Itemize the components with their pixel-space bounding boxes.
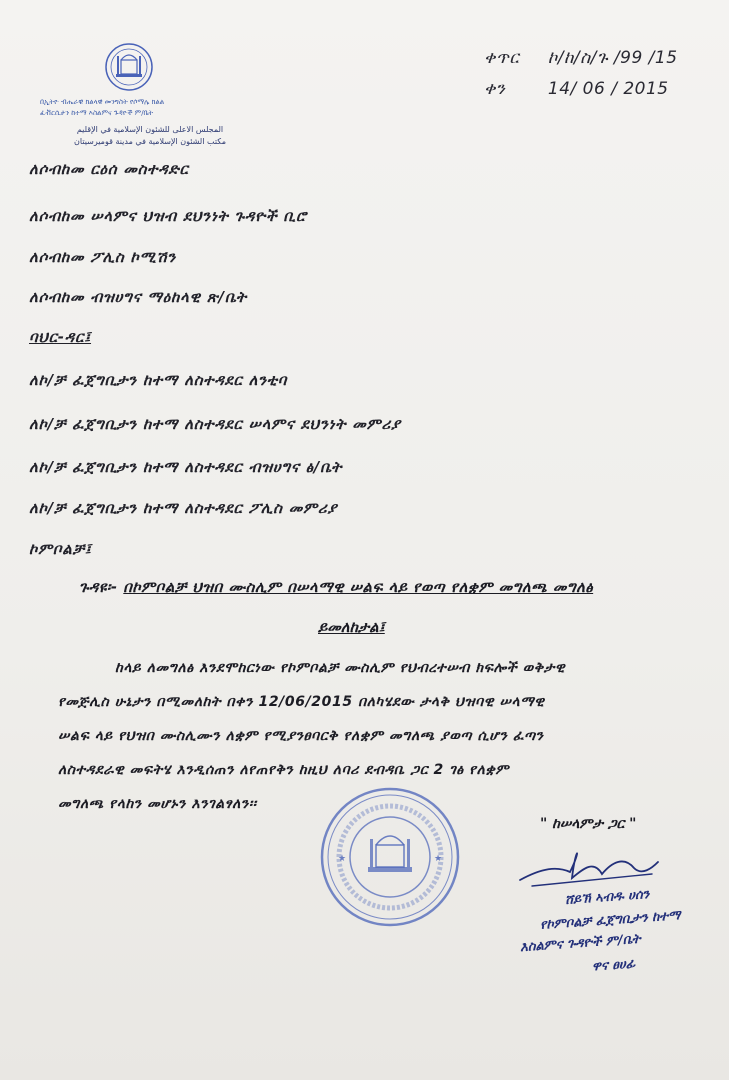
signatory-office: የኮምቦልቻ ፈጀግቢታን ከተማ <box>539 908 682 933</box>
recipient-line: ለኮ/ቻ ፈጀግቢታን ከተማ ለስተዳደር ለንቲባ <box>29 371 288 389</box>
subject-text: በኮምቦልቻ ህዝበ ሙስሊም በሠላማዊ ሠልፍ ላይ የወጣ የለቋም መግለጫ መግለፅ <box>123 578 594 596</box>
date-label: ቀን <box>484 79 506 99</box>
date-value: 14/ 06 / 2015 <box>547 79 669 99</box>
signatory-name: ሸይኽ ኣብዱ ሀሰን <box>564 887 650 908</box>
subject-line <box>79 578 593 596</box>
body-paragraph-line: ለስተዳደራዊ መፍትሄ እንዲሰጠን ለየጠየቅን ከዚህ ለባሪ ደብዳቤ ጋር 2 ገፅ የለቋም <box>58 762 510 778</box>
reference-number <box>484 48 678 68</box>
letterhead-arabic-line1: المجلس الأعلى للشئون الإسلامية في الإقليم <box>76 126 224 134</box>
body-paragraph-line: ከላይ ለመግለፅ እንደሞከርነው የኮምቦልቻ ሙስሊም የህብረተሠብ ክፍሎች ወቅታዊ <box>115 660 566 676</box>
reference-label: ቀጥር <box>484 48 520 68</box>
svg-text:★: ★ <box>338 854 347 864</box>
subject-continuation: ይመለከታል፤ <box>318 618 385 636</box>
recipient-line: ለሶብከመ ሠላምና ህዝብ ደህንነት ጉዳዮች ቢሮ <box>29 207 307 225</box>
recipient-line: ለሶብከመ ርዕሰ መስተዳድር <box>29 160 189 178</box>
recipient-city: ባህር-ዳር፤ <box>29 328 92 346</box>
council-logo-icon <box>104 42 154 92</box>
svg-text:★: ★ <box>434 854 443 864</box>
letterhead-amharic-line2: ፈቭርሲታን ከተማ እስልምና ጉዳዮች ም/ቤት <box>40 109 154 117</box>
body-paragraph-line: ሠልፍ ላይ የህዝበ ሙስሊሙን ለቋም የሚያንፀባርቅ የለቋም መግለጫ ያወጣ ሲሆን ፈጣን <box>58 728 544 744</box>
letterhead-amharic-line1: በኢትዮ ብሔራዊ ክልላዊ መንግስት የሶማሌ ክልል <box>40 98 165 106</box>
subject-label: ጉዳዩ፡- <box>79 578 118 596</box>
recipient-line: ለሶብከመ ፖሊስ ኮሚሽን <box>29 248 176 266</box>
body-paragraph-line: የመጅሊስ ሁኔታን በሚመለከት በቀን 12/06/2015 በለካሄደው ታላቅ ህዝባዊ ሠላማዊ <box>58 694 545 710</box>
recipient-line: ለኮ/ቻ ፈጀግቢታን ከተማ ለስተዳደር ፖሊስ መምሪያ <box>29 499 338 517</box>
recipient-line: ለኮ/ቻ ፈጀግቢታን ከተማ ለስተዳደር ሠላምና ደህንነት መምሪያ <box>29 415 401 433</box>
reference-value: ኮ/ከ/ስ/ጉ /99 /15 <box>547 48 678 68</box>
body-paragraph-line: መግለጫ የላከን መሆኑን እንገልፃለን፡፡ <box>58 796 257 812</box>
letterhead-arabic-line2: مكتب الشئون الإسلامية في مدينة قوميرسيتان <box>74 138 226 146</box>
signatory-office: እስልምና ጉዳዮች ም/ቤት <box>519 931 641 956</box>
recipient-line: ለሶብከመ ብዝሀግና ማዕከላዊ ጽ/ቤት <box>29 288 247 306</box>
recipient-line: ለኮ/ቻ ፈጀግቢታን ከተማ ለስተዳደር ብዝሀግና ፅ/ቤት <box>29 458 343 476</box>
letter-date <box>484 79 669 99</box>
recipient-city: ኮምቦልቻ፤ <box>29 540 92 558</box>
official-stamp-icon <box>318 785 462 929</box>
signatory-title: ዋና ፀሀፊ <box>591 956 636 975</box>
closing-salutation: " ከሠላምታ ጋር " <box>540 816 637 832</box>
